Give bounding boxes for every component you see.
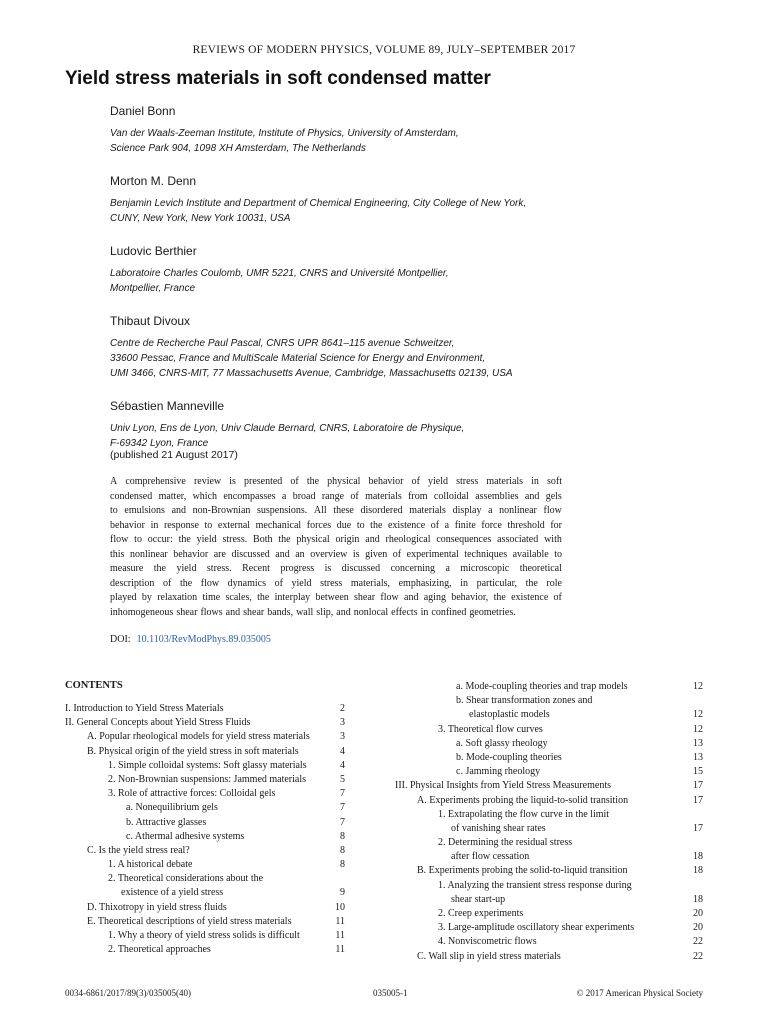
toc-entry-page: 8 <box>340 859 345 871</box>
footer-journal-code: 0034-6861/2017/89(3)/035005(40) <box>65 988 191 998</box>
toc-entry-page: 17 <box>693 794 703 806</box>
author-affiliation-line: 33600 Pessac, France and MultiScale Material Science for Energy and Environment, <box>110 353 486 364</box>
toc-entry-page: 5 <box>340 773 345 785</box>
toc-entry-page: 8 <box>340 844 345 856</box>
toc-entry[interactable] <box>65 759 345 773</box>
author-block <box>110 399 710 451</box>
toc-entry-page: 20 <box>693 908 703 919</box>
toc-entry[interactable] <box>395 907 703 921</box>
abstract-line: A comprehensive review is presented of the physical behavior of yield stress materials in soft <box>110 476 562 487</box>
toc-entry[interactable] <box>395 779 703 793</box>
author-name: Sébastien Manneville <box>110 399 225 413</box>
toc-entry[interactable] <box>65 886 345 900</box>
author-block <box>110 314 710 381</box>
toc-entry-page: 7 <box>340 802 345 814</box>
toc-entry[interactable] <box>395 879 703 893</box>
doi-label: DOI: <box>110 634 131 645</box>
abstract-line: inhomogeneous shear flows and shear bands, wall slip, and nonlocal effects in confined geometries. <box>110 606 516 618</box>
toc-entry[interactable] <box>65 801 345 815</box>
toc-entry-title: a. Mode-coupling theories and trap models <box>456 681 628 692</box>
toc-entry[interactable] <box>395 794 703 808</box>
toc-entry-title: III. Physical Insights from Yield Stress Measurements <box>395 780 611 792</box>
toc-entry[interactable] <box>395 694 703 708</box>
toc-entry-page: 18 <box>693 893 703 905</box>
toc-entry-title: 1. A historical debate <box>108 859 193 871</box>
toc-entry-page: 22 <box>693 936 703 948</box>
toc-entry[interactable] <box>65 730 345 744</box>
toc-entry[interactable] <box>395 723 703 737</box>
toc-entry-title: B. Experiments probing the solid-to-liquid transition <box>417 865 628 877</box>
toc-right-column <box>395 680 703 964</box>
toc-entry-title: 3. Role of attractive forces: Colloidal gels <box>108 788 276 800</box>
toc-entry[interactable] <box>395 680 703 694</box>
toc-entry-page: 12 <box>693 723 703 735</box>
author-affiliation-line: CUNY, New York, New York 10031, USA <box>110 213 291 224</box>
toc-entry[interactable] <box>65 901 345 915</box>
author-affiliation-line: Laboratoire Charles Coulomb, UMR 5221, CNRS and Université Montpellier, <box>110 268 449 279</box>
toc-entry-title: 2. Theoretical considerations about the <box>108 873 264 885</box>
toc-entry-title: I. Introduction to Yield Stress Materials <box>65 703 224 714</box>
toc-entry-page: 13 <box>693 751 703 763</box>
toc-entry-title: c. Jamming rheology <box>456 766 541 778</box>
toc-entry-title: of vanishing shear rates <box>451 822 546 834</box>
toc-entry-title: 2. Theoretical approaches <box>108 944 211 956</box>
abstract-line: behavior in response to external mechanical forces due to the existence of a finite force threshold for <box>110 519 562 531</box>
toc-entry-title: elastoplastic models <box>469 709 550 721</box>
toc-entry[interactable] <box>65 929 345 943</box>
toc-entry-title: 2. Non-Brownian suspensions: Jammed materials <box>108 773 307 785</box>
toc-entry-title: D. Thixotropy in yield stress fluids <box>87 901 227 913</box>
abstract <box>110 475 562 620</box>
toc-entry[interactable] <box>395 921 703 935</box>
doi-link[interactable]: 10.1103/RevModPhys.89.035005 <box>136 634 271 645</box>
publication-date: (published 21 August 2017) <box>110 449 238 461</box>
toc-entry-title: a. Nonequilibrium gels <box>126 802 218 814</box>
toc-entry-title: b. Mode-coupling theories <box>456 751 562 763</box>
toc-entry[interactable] <box>395 822 703 836</box>
toc-entry[interactable] <box>395 708 703 722</box>
toc-entry-title: C. Is the yield stress real? <box>87 844 190 856</box>
toc-entry-title: b. Attractive glasses <box>126 816 207 828</box>
doi-line <box>110 634 271 645</box>
abstract-line: flow to occur: the yield stress. Both the physical origin and rheological consequences associated with <box>110 534 562 545</box>
toc-entry-title: A. Experiments probing the liquid-to-solid transition <box>417 794 629 806</box>
toc-entry-title: 3. Theoretical flow curves <box>438 723 543 735</box>
author-affiliation-line: Benjamin Levich Institute and Department of Chemical Engineering, City College of New York, <box>110 198 527 209</box>
toc-entry[interactable] <box>395 864 703 878</box>
toc-entry-page: 11 <box>335 930 345 941</box>
toc-entry-title: 1. Extrapolating the flow curve in the limit <box>438 808 610 820</box>
toc-entry[interactable] <box>65 702 345 716</box>
toc-entry[interactable] <box>65 830 345 844</box>
toc-entry[interactable] <box>395 751 703 765</box>
toc-entry-page: 7 <box>340 788 345 800</box>
toc-entry-title: 1. Why a theory of yield stress solids is difficult <box>108 930 300 941</box>
toc-entry-title: c. Athermal adhesive systems <box>126 830 245 842</box>
toc-entry-page: 15 <box>693 766 703 778</box>
toc-entry-page: 3 <box>340 717 345 729</box>
author-affiliation-line: F-69342 Lyon, France <box>110 438 209 449</box>
toc-entry[interactable] <box>65 773 345 787</box>
toc-entry[interactable] <box>65 816 345 830</box>
author-name: Morton M. Denn <box>110 174 197 188</box>
toc-entry-title: after flow cessation <box>451 851 530 863</box>
toc-entry[interactable] <box>395 737 703 751</box>
toc-entry-page: 17 <box>693 822 703 834</box>
toc-entry-page: 3 <box>340 731 345 743</box>
toc-entry-title: 1. Simple colloidal systems: Soft glassy materials <box>108 759 307 771</box>
author-affiliation-line: Montpellier, France <box>110 283 196 294</box>
footer-page-number: 035005-1 <box>373 988 408 998</box>
toc-entry[interactable] <box>65 915 345 929</box>
toc-entry-title: 3. Large-amplitude oscillatory shear experiments <box>438 922 635 934</box>
author-block <box>110 244 710 296</box>
toc-entry-page: 18 <box>693 851 703 863</box>
toc-entry-page: 20 <box>693 922 703 934</box>
toc-entry-title: 1. Analyzing the transient stress response during <box>438 879 632 891</box>
author-affiliation-line: Van der Waals-Zeeman Institute, Institute of Physics, University of Amsterdam, <box>110 128 459 139</box>
toc-entry[interactable] <box>395 935 703 949</box>
author-name: Thibaut Divoux <box>110 314 191 328</box>
abstract-line: condensed matter, which encompasses a broad range of materials from colloidal assemblies and gels <box>110 490 562 502</box>
toc-entry-title: B. Physical origin of the yield stress in soft materials <box>87 745 299 757</box>
footer-copyright: © 2017 American Physical Society <box>576 988 703 998</box>
toc-entry-page: 22 <box>693 950 703 962</box>
toc-entry[interactable] <box>395 808 703 822</box>
toc-entry-title: existence of a yield stress <box>121 887 224 899</box>
toc-entry-page: 13 <box>693 737 703 749</box>
author-block <box>110 174 710 226</box>
toc-entry[interactable] <box>65 844 345 858</box>
toc-entry-page: 18 <box>693 865 703 877</box>
toc-entry-page: 10 <box>335 901 345 913</box>
author-block <box>110 104 710 156</box>
abstract-line: to emulsions and non-Brownian suspensions. All these disordered materials display a nonlinear flow <box>110 505 562 516</box>
toc-entry-page: 9 <box>340 887 345 899</box>
toc-entry[interactable] <box>395 893 703 907</box>
author-affiliation-line: Univ Lyon, Ens de Lyon, Univ Claude Bernard, CNRS, Laboratoire de Physique, <box>110 423 465 434</box>
toc-entry-title: b. Shear transformation zones and <box>456 695 593 707</box>
toc-entry-title: 2. Creep experiments <box>438 908 524 919</box>
toc-entry[interactable] <box>395 765 703 779</box>
toc-entry[interactable] <box>65 943 345 957</box>
toc-entry-title: shear start-up <box>451 893 506 905</box>
page-footer <box>65 988 703 1002</box>
toc-entry-page: 8 <box>340 830 345 842</box>
abstract-line: description of the flow dynamics of yield stress materials, emphasizing, in particular, the role <box>110 577 562 589</box>
abstract-line: played by relaxation time scales, the interplay between shear flow and aging behavior, the existence of <box>110 592 562 603</box>
abstract-line: measure the yield stress. Recent progress is discussed concerning a microscopic theoretical <box>110 563 562 574</box>
toc-entry-title: A. Popular rheological models for yield stress materials <box>87 731 310 743</box>
toc-entry[interactable] <box>65 872 345 886</box>
toc-entry[interactable] <box>395 950 703 964</box>
toc-entry[interactable] <box>65 716 345 730</box>
author-name: Ludovic Berthier <box>110 244 197 258</box>
author-affiliation-line: Centre de Recherche Paul Pascal, CNRS UPR 8641–115 avenue Schweitzer, <box>110 338 455 349</box>
contents-heading: CONTENTS <box>65 680 123 691</box>
article-title: Yield stress materials in soft condensed matter <box>65 68 491 89</box>
toc-entry-page: 12 <box>693 709 703 721</box>
toc-entry[interactable] <box>395 850 703 864</box>
toc-entry-page: 12 <box>693 681 703 692</box>
toc-entry[interactable] <box>65 858 345 872</box>
toc-entry[interactable] <box>65 787 345 801</box>
toc-entry[interactable] <box>395 836 703 850</box>
toc-entry-title: II. General Concepts about Yield Stress Fluids <box>65 717 251 729</box>
toc-entry[interactable] <box>65 745 345 759</box>
author-list <box>110 104 710 469</box>
toc-entry-page: 4 <box>340 759 345 771</box>
toc-entry-page: 11 <box>335 915 345 927</box>
toc-entry-title: 4. Nonviscometric flows <box>438 936 537 948</box>
author-affiliation-line: UMI 3466, CNRS-MIT, 77 Massachusetts Avenue, Cambridge, Massachusetts 02139, USA <box>110 368 513 379</box>
toc-entry-page: 17 <box>693 780 703 792</box>
abstract-line: this nonlinear behavior are discussed and an overview is given of experimental techniques available to <box>110 548 562 560</box>
toc-entry-page: 7 <box>340 816 345 828</box>
toc-entry-page: 4 <box>340 745 345 757</box>
author-affiliation-line: Science Park 904, 1098 XH Amsterdam, The Netherlands <box>110 143 366 154</box>
toc-entry-title: C. Wall slip in yield stress materials <box>417 950 561 962</box>
toc-left-column <box>65 702 345 957</box>
toc-entry-page: 11 <box>335 944 345 956</box>
toc-entry-page: 2 <box>340 703 345 714</box>
journal-header: REVIEWS OF MODERN PHYSICS, VOLUME 89, JULY–SEPTEMBER 2017 <box>192 44 576 56</box>
toc-entry-title: 2. Determining the residual stress <box>438 837 573 849</box>
author-name: Daniel Bonn <box>110 104 176 118</box>
toc-entry-title: a. Soft glassy rheology <box>456 737 548 749</box>
toc-entry-title: E. Theoretical descriptions of yield stress materials <box>87 915 292 927</box>
